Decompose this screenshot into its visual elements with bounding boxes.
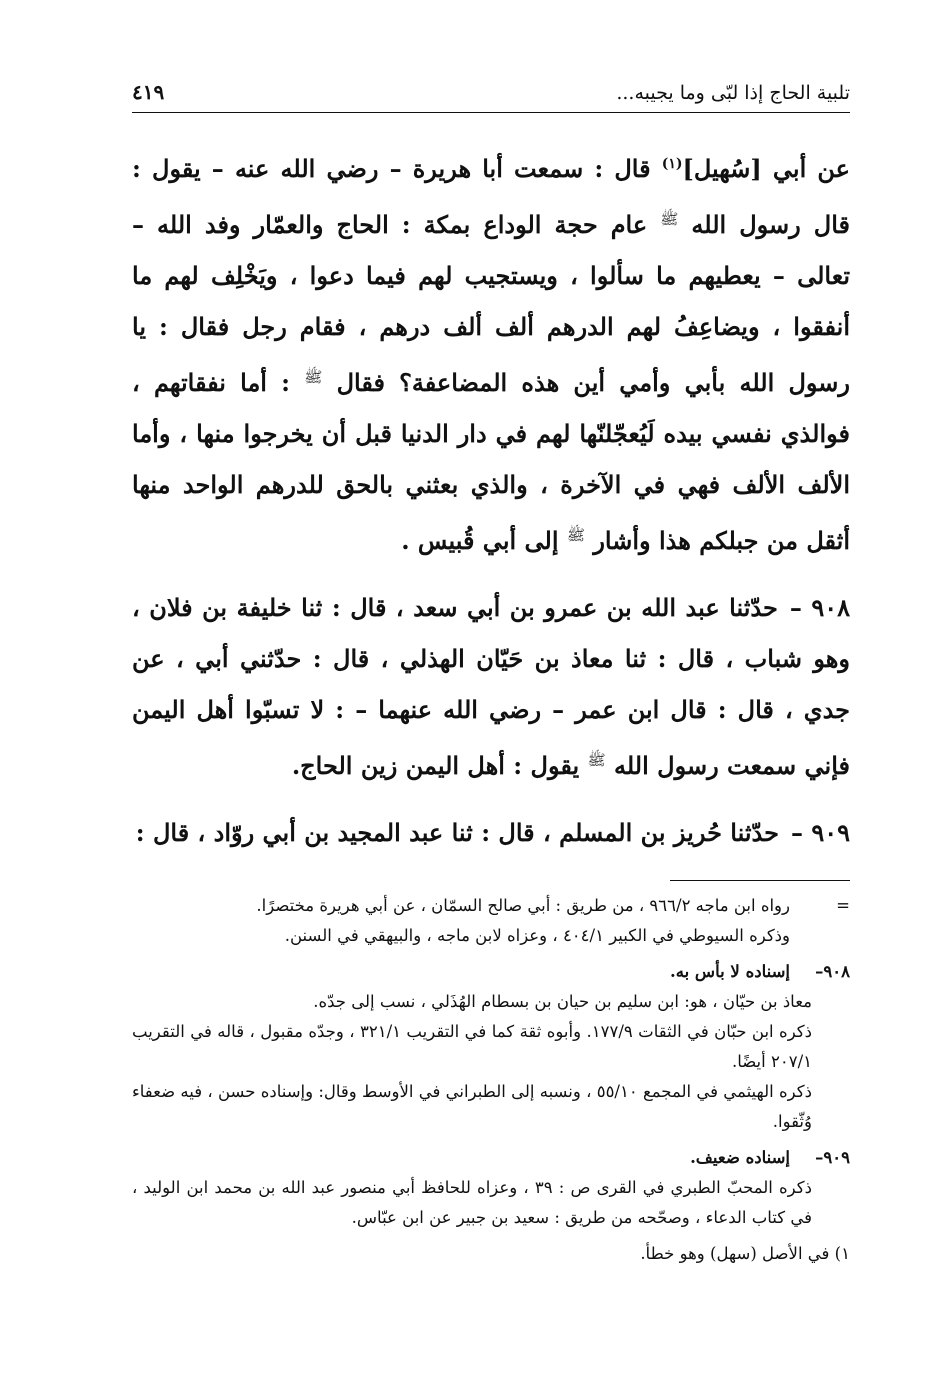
footnote-number: ٩٠٨– <box>815 962 850 981</box>
footnote-909 <box>132 1143 850 1233</box>
footnote-line: وذكره السيوطي في الكبير ٤٠٤/١ ، وعزاه لابن ماجه ، والبيهقي في السنن. <box>284 926 790 945</box>
footnote-line: ذكره المحبّ الطبري في القرى ص : ٣٩ ، وعزاه للحافظ أبي منصور عبد الله بن محمد ابن الوليد ، في كتاب الدعاء ، وصحّحه من طريق : سعيد بن جبير عن ابن عبّاس. <box>132 1178 812 1227</box>
text-segment: عن أبي [سُهيل] <box>682 154 850 183</box>
main-text <box>132 139 850 858</box>
running-header <box>132 80 850 113</box>
salla-symbol-icon: ﷺ <box>304 368 323 386</box>
footnote-divider <box>670 880 850 881</box>
footnote-908 <box>132 957 850 1137</box>
text-segment: قال : سمعت أبا هريرة – رضي الله عنه – يقول : قال رسول الله <box>132 154 850 239</box>
footnote-line: ذكره الهيثمي في المجمع ٥٥/١٠ ، ونسبه إلى الطبراني في الأوسط وقال: وإسناده حسن ، فيه ضعفاء وُثّقوا. <box>132 1082 812 1131</box>
salla-symbol-icon: ﷺ <box>587 751 606 769</box>
hadith-number: ٩٠٨ – <box>789 593 850 622</box>
text-segment: : أما نفقاتهم ، فوالذي نفسي بيده لَيُعجّلنّها لهم في دار الدنيا قبل أن يخرجوا منها ، وأما الألف الألف فهي في الآخرة ، والذي بعثني بالحق للدرهم الواحد منها أثقل من جبلكم هذا وأشار <box>132 368 850 555</box>
continuation-mark: = <box>836 896 850 915</box>
text-segment: إلى أبي قُبيس . <box>401 526 567 555</box>
text-segment: يقول : أهل اليمن زين الحاج. <box>291 751 588 780</box>
text-segment: حدّثنا عبد الله بن عمرو بن أبي سعد ، قال : ثنا خليفة بن فلان ، وهو شباب ، قال : ثنا معاذ بن حَيّان الهذلي ، قال : حدّثني أبي ، عن جدي ، قال : قال ابن عمر – رضي الله عنهما – : لا تسبّوا أهل اليمن فإني سمعت رسول الله <box>132 593 850 780</box>
salla-symbol-icon: ﷺ <box>660 210 679 228</box>
paragraph-hadith-909 <box>132 807 850 858</box>
text-segment: حدّثنا حُريز بن المسلم ، قال : ثنا عبد المجيد بن أبي روّاد ، قال : <box>135 818 779 847</box>
footnote-line: رواه ابن ماجه ٩٦٦/٢ ، من طريق : أبي صالح السمّان ، عن أبي هريرة مختصرًا. <box>256 896 790 915</box>
footnote-ref-1: (١) <box>661 156 683 172</box>
footnote-continuation <box>132 891 850 951</box>
salla-symbol-icon: ﷺ <box>566 526 585 544</box>
footnote-1: ١) في الأصل (سهل) وهو خطأ. <box>640 1244 850 1263</box>
footnote-heading: إسناده ضعيف. <box>690 1148 790 1167</box>
footnote-line: ذكره ابن حبّان في الثقات ١٧٧/٩. وأبوه ثقة كما في التقريب ٣٢١/١ ، وجدّه مقبول ، قاله في التقريب ٢٠٧/١ أيضًا. <box>132 1022 812 1071</box>
footnote-heading: إسناده لا بأس به. <box>670 962 790 981</box>
hadith-number: ٩٠٩ – <box>790 818 850 847</box>
footnote-number: ٩٠٩– <box>815 1148 850 1167</box>
running-title: تلبية الحاج إذا لبّى وما يجيبه... <box>616 82 850 104</box>
paragraph-hadith-908 <box>132 582 850 791</box>
footnote-line: معاذ بن حيّان ، هو: ابن سليم بن حيان بن بسطام الهُذَلي ، نسب إلى جدّه. <box>313 992 812 1011</box>
paragraph-hadith-continuation <box>132 139 850 566</box>
page-number: ٤١٩ <box>132 80 165 104</box>
footnotes <box>132 891 850 1269</box>
text-segment: عام حجة الوداع بمكة : الحاج والعمّار وفد الله – تعالى – يعطيهم ما سألوا ، ويستجيب لهم فيما دعوا ، ويَخْلِف لهم ما أنفقوا ، ويضاعِفُ لهم الدرهم ألف ألف درهم ، فقام رجل فقال : يا رسول الله بأبي وأمي أين هذه المضاعفة؟ فقال <box>132 210 850 397</box>
